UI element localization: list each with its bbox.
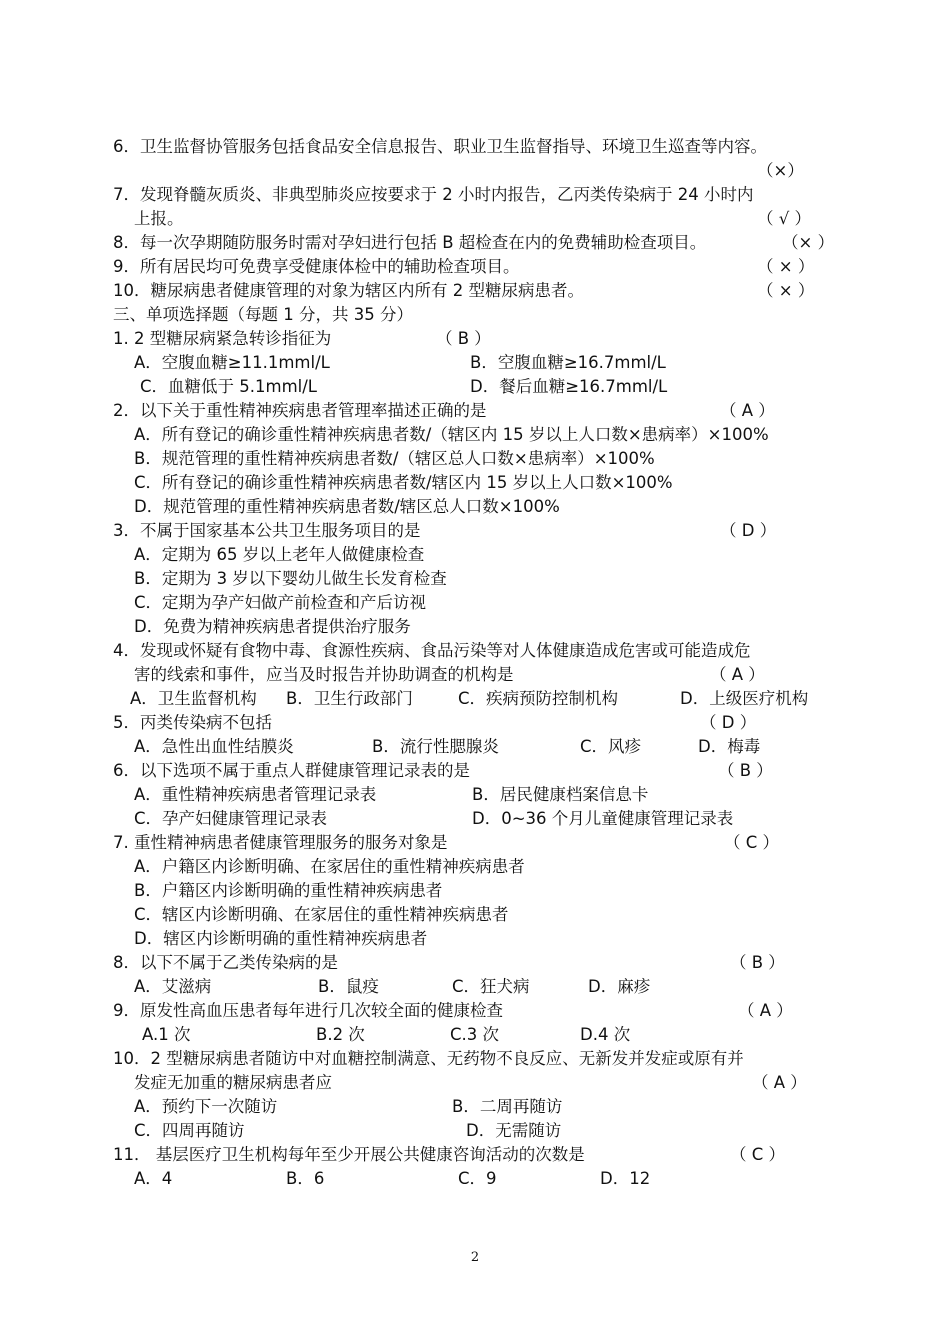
question-4-option-b: B．卫生行政部门 [286, 689, 413, 708]
question-11-option-b: B．6 [286, 1169, 325, 1188]
question-9-answer: （ A ） [738, 1001, 793, 1020]
question-11-option-c: C．9 [458, 1169, 497, 1188]
question-3-answer: （ D ） [720, 521, 777, 540]
judgment-6-line-1: 6．卫生监督协管服务包括食品安全信息报告、职业卫生监督指导、环境卫生巡查等内容。 [113, 137, 767, 156]
question-10-answer: （ A ） [752, 1073, 807, 1092]
question-6-option-a: A．重性精神疾病患者管理记录表 [134, 785, 377, 804]
question-8-option-b: B．鼠疫 [318, 977, 379, 996]
question-11-option-a: A．4 [134, 1169, 173, 1188]
question-11-answer: （ C ） [730, 1145, 786, 1164]
question-10-stem-line-1: 10．2 型糖尿病患者随访中对血糖控制满意、无药物不良反应、无新发并发症或原有并 [113, 1049, 744, 1068]
question-5-option-b: B．流行性腮腺炎 [372, 737, 499, 756]
question-7-answer: （ C ） [724, 833, 780, 852]
question-4-answer: （ A ） [710, 665, 765, 684]
question-6-option-d: D．0~36 个月儿童健康管理记录表 [472, 809, 734, 828]
question-4-option-a: A．卫生监督机构 [130, 689, 257, 708]
question-7-option-a: A．户籍区内诊断明确、在家居住的重性精神疾病患者 [134, 857, 525, 876]
question-2-option-a: A．所有登记的确诊重性精神疾病患者数/（辖区内 15 岁以上人口数×患病率）×100% [134, 425, 769, 444]
question-9-option-a: A.1 次 [142, 1025, 191, 1044]
question-10-option-c: C．四周再随访 [134, 1121, 245, 1140]
question-1-stem: 1. 2 型糖尿病紧急转诊指征为 [113, 329, 332, 348]
question-9-option-c: C.3 次 [450, 1025, 500, 1044]
judgment-7-line-1: 7．发现脊髓灰质炎、非典型肺炎应按要求于 2 小时内报告，乙丙类传染病于 24 小时内 [113, 185, 754, 204]
question-1-option-b: B．空腹血糖≥16.7mml/L [470, 353, 666, 372]
question-6-option-c: C．孕产妇健康管理记录表 [134, 809, 328, 828]
question-8-option-c: C．狂犬病 [452, 977, 530, 996]
page-number: 2 [470, 1250, 480, 1265]
question-4-stem-line-2: 害的线索和事件，应当及时报告并协助调查的机构是 [134, 665, 514, 684]
question-1-option-a: A．空腹血糖≥11.1mml/L [134, 353, 330, 372]
question-6-stem: 6．以下选项不属于重点人群健康管理记录表的是 [113, 761, 470, 780]
section-title: 三、单项选择题（每题 1 分，共 35 分） [113, 305, 413, 324]
question-7-stem: 7. 重性精神病患者健康管理服务的服务对象是 [113, 833, 448, 852]
judgment-8-answer: （× ） [782, 233, 835, 252]
question-4-option-c: C．疾病预防控制机构 [458, 689, 619, 708]
question-10-option-a: A．预约下一次随访 [134, 1097, 278, 1116]
question-10-option-d: D．无需随访 [466, 1121, 562, 1140]
question-10-option-b: B．二周再随访 [452, 1097, 563, 1116]
judgment-7-answer: （ √ ） [757, 209, 812, 228]
question-5-option-c: C．风疹 [580, 737, 642, 756]
question-9-stem: 9．原发性高血压患者每年进行几次较全面的健康检查 [113, 1001, 503, 1020]
question-8-option-a: A．艾滋病 [134, 977, 212, 996]
question-11-stem: 11． 基层医疗卫生机构每年至少开展公共健康咨询活动的次数是 [113, 1145, 585, 1164]
question-8-stem: 8．以下不属于乙类传染病的是 [113, 953, 338, 972]
question-4-stem-line-1: 4．发现或怀疑有食物中毒、食源性疾病、食品污染等对人体健康造成危害或可能造成危 [113, 641, 751, 660]
question-7-option-d: D．辖区内诊断明确的重性精神疾病患者 [134, 929, 428, 948]
question-8-option-d: D．麻疹 [588, 977, 651, 996]
question-2-stem: 2．以下关于重性精神疾病患者管理率描述正确的是 [113, 401, 487, 420]
question-8-answer: （ B ） [730, 953, 785, 972]
judgment-10-line-1: 10．糖尿病患者健康管理的对象为辖区内所有 2 型糖尿病患者。 [113, 281, 584, 300]
question-2-option-d: D．规范管理的重性精神疾病患者数/辖区总人口数×100% [134, 497, 560, 516]
question-5-option-a: A．急性出血性结膜炎 [134, 737, 294, 756]
judgment-9-line-1: 9．所有居民均可免费享受健康体检中的辅助检查项目。 [113, 257, 520, 276]
question-3-option-b: B．定期为 3 岁以下婴幼儿做生长发育检查 [134, 569, 447, 588]
question-5-option-d: D．梅毒 [698, 737, 761, 756]
question-3-option-a: A．定期为 65 岁以上老年人做健康检查 [134, 545, 425, 564]
question-2-option-b: B．规范管理的重性精神疾病患者数/（辖区总人口数×患病率）×100% [134, 449, 655, 468]
question-9-option-d: D.4 次 [580, 1025, 631, 1044]
question-3-option-c: C．定期为孕产妇做产前检查和产后访视 [134, 593, 427, 612]
question-5-stem: 5．丙类传染病不包括 [113, 713, 272, 732]
question-1-option-c: C．血糖低于 5.1mml/L [140, 377, 317, 396]
question-7-option-b: B．户籍区内诊断明确的重性精神疾病患者 [134, 881, 443, 900]
question-9-option-b: B.2 次 [316, 1025, 365, 1044]
judgment-7-line-2: 上报。 [134, 209, 184, 228]
question-1-option-d: D．餐后血糖≥16.7mml/L [470, 377, 668, 396]
question-2-answer: （ A ） [720, 401, 775, 420]
question-4-option-d: D．上级医疗机构 [680, 689, 809, 708]
question-3-option-d: D．免费为精神疾病患者提供治疗服务 [134, 617, 411, 636]
question-1-answer: （ B ） [436, 329, 491, 348]
question-5-answer: （ D ） [700, 713, 757, 732]
question-3-stem: 3．不属于国家基本公共卫生服务项目的是 [113, 521, 421, 540]
question-6-answer: （ B ） [718, 761, 773, 780]
question-11-option-d: D．12 [600, 1169, 651, 1188]
judgment-6-answer: （×） [757, 161, 804, 180]
question-10-stem-line-2: 发症无加重的糖尿病患者应 [134, 1073, 332, 1092]
question-2-option-c: C．所有登记的确诊重性精神疾病患者数/辖区内 15 岁以上人口数×100% [134, 473, 673, 492]
question-7-option-c: C．辖区内诊断明确、在家居住的重性精神疾病患者 [134, 905, 509, 924]
judgment-8-line-1: 8．每一次孕期随防服务时需对孕妇进行包括 B 超检查在内的免费辅助检查项目。 [113, 233, 707, 252]
judgment-9-answer: （ × ） [757, 257, 815, 276]
judgment-10-answer: （ × ） [757, 281, 815, 300]
question-6-option-b: B．居民健康档案信息卡 [472, 785, 649, 804]
